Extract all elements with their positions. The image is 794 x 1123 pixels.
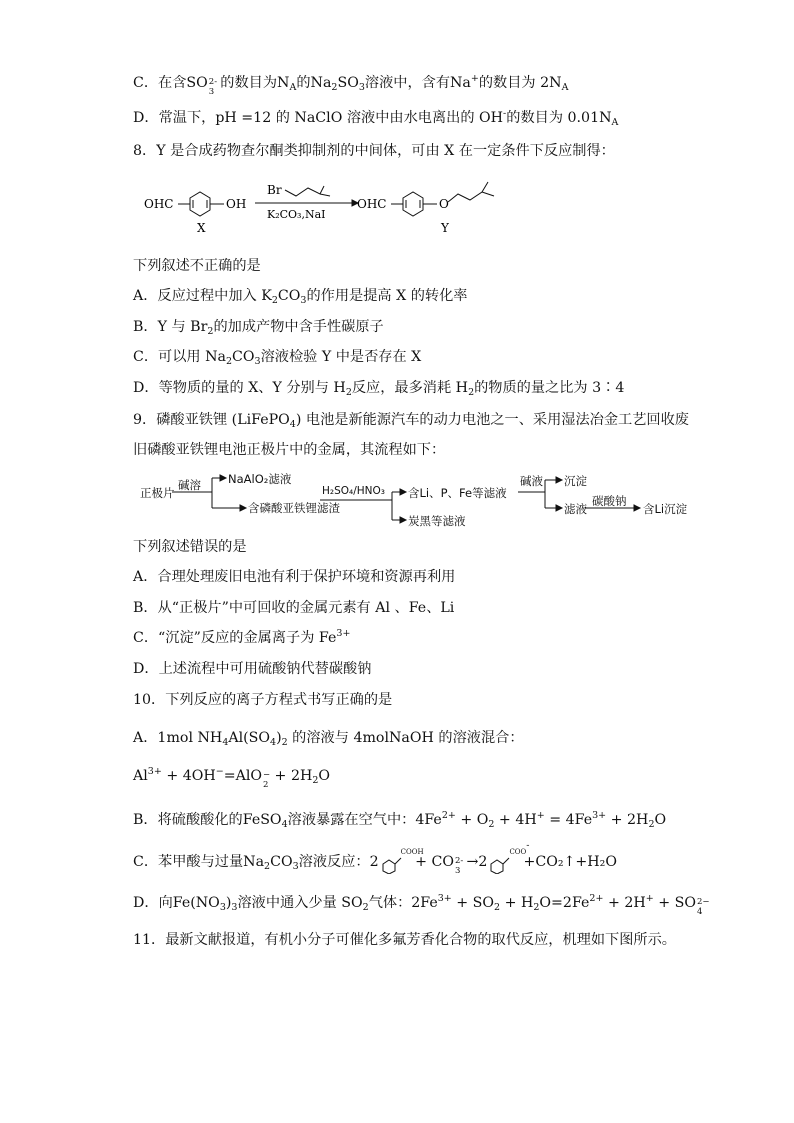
- y-ether-o: O: [439, 197, 449, 211]
- q9-ask: 下列叙述错误的是: [133, 539, 247, 555]
- flow-start: 正极片: [140, 486, 175, 500]
- q10-option-b: B．将硫酸酸化的FeSO$_4$溶液暴露在空气中：$4Fe^{2+} + O_2 + 4H^+ = 4Fe^{3+} + 2H_2O$: [133, 810, 667, 830]
- q10-option-a: A．1mol $NH_4Al(SO_4)_2$ 的溶液与 4molNaOH 的溶液混合：: [133, 730, 524, 748]
- x-aldehyde-label: OHC: [144, 197, 174, 211]
- flow-out7: 含Li沉淀: [643, 502, 688, 516]
- q10-option-a-equation: $Al^{3+} + 4OH^-=AlO$ − 2 + $2H_2O$: [133, 766, 331, 790]
- flow-step1: 碱溶: [178, 478, 201, 492]
- benzoate-structure: COO-: [487, 852, 523, 874]
- q10-option-c: C．苯甲酸与过量$Na_2CO_3$溶液反应：2 COOH + CO 2- 3 →2 COO- +CO₂↑+H₂O: [133, 840, 617, 876]
- q8-option-b: B．Y 与 $Br_2$的加成产物中含手性碳原子: [133, 319, 384, 337]
- q9-option-b: B．从“正极片”中可回收的金属元素有 Al 、Fe、Li: [133, 600, 455, 616]
- q8-reaction-scheme: [140, 168, 520, 240]
- flow-step2: H₂SO₄/HNO₃: [322, 485, 386, 497]
- flow-out4: 炭黑等滤液: [408, 514, 466, 528]
- q10-stem: 10．下列反应的离子方程式书写正确的是: [133, 692, 393, 708]
- q11-stem: 11．最新文献报道，有机小分子可催化多氟芳香化合物的取代反应，机理如下图所示。: [133, 932, 676, 948]
- q9-stem-line2: 旧磷酸亚铁锂电池正极片中的金属，其流程如下：: [133, 442, 446, 458]
- q7-option-d: D．常温下，pH =12 的 NaClO 溶液中由水电离出的 OH-的数目为 $0.01N_A$: [133, 108, 619, 128]
- q8-stem: 8．Y 是合成药物查尔酮类抑制剂的中间体，可由 X 在一定条件下反应制得：: [133, 143, 615, 159]
- q8-option-d: D．等物质的量的 X、Y 分别与 $H_2$反应，最多消耗 $H_2$的物质的量之比为 3∶4: [133, 380, 625, 398]
- flow-out3: 含Li、P、Fe等滤液: [408, 486, 507, 500]
- q8-option-c: C．可以用 $Na_2CO_3$溶液检验 Y 中是否存在 X: [133, 349, 422, 367]
- x-hydroxyl-label: OH: [226, 197, 247, 211]
- q8-option-a: A．反应过程中加入 $K_2CO_3$的作用是提高 X 的转化率: [133, 288, 468, 306]
- y-aldehyde-label: OHC: [357, 197, 387, 211]
- q7-option-c: C．在含SO 2- 3 的数目为$N_A$的$Na_2SO_3$溶液中，含有Na+的数目为 $2N_A$: [133, 73, 569, 97]
- flow-step4: 碳酸钠: [592, 494, 627, 508]
- benzoic-acid-structure: COOH: [379, 852, 411, 874]
- q9-option-c: C．“沉淀”反应的金属离子为 $Fe^{3+}$: [133, 628, 351, 646]
- flow-step3: 碱液: [520, 474, 543, 488]
- x-label: X: [197, 221, 206, 235]
- reagent-conditions: K₂CO₃,NaI: [267, 208, 326, 221]
- q8-ask: 下列叙述不正确的是: [133, 258, 261, 274]
- q9-stem-line1: 9．磷酸亚铁锂 (LiFePO$_4$) 电池是新能源汽车的动力电池之一、采用湿法冶金工艺回收废: [133, 412, 689, 430]
- flow-out6: 滤液: [564, 502, 587, 516]
- reagent-br: Br: [267, 183, 282, 197]
- y-label: Y: [441, 221, 449, 235]
- q9-option-a: A．合理处理废旧电池有利于保护环境和资源再利用: [133, 569, 456, 585]
- flow-out2: 含磷酸亚铁锂滤渣: [248, 501, 340, 515]
- q10-option-d: D．向$Fe(NO_3)_3$溶液中通入少量 $SO_2$气体：$2Fe^{3+} + SO_2 + H_2O=2Fe^{2+} + 2H^+$ + SO 2− 4: [133, 893, 710, 917]
- q9-flowchart-lines: [0, 470, 794, 530]
- flow-out5: 沉淀: [564, 474, 587, 488]
- q9-option-d: D．上述流程中可用硫酸钠代替碳酸钠: [133, 661, 372, 677]
- flow-out1: NaAlO₂滤液: [228, 472, 292, 486]
